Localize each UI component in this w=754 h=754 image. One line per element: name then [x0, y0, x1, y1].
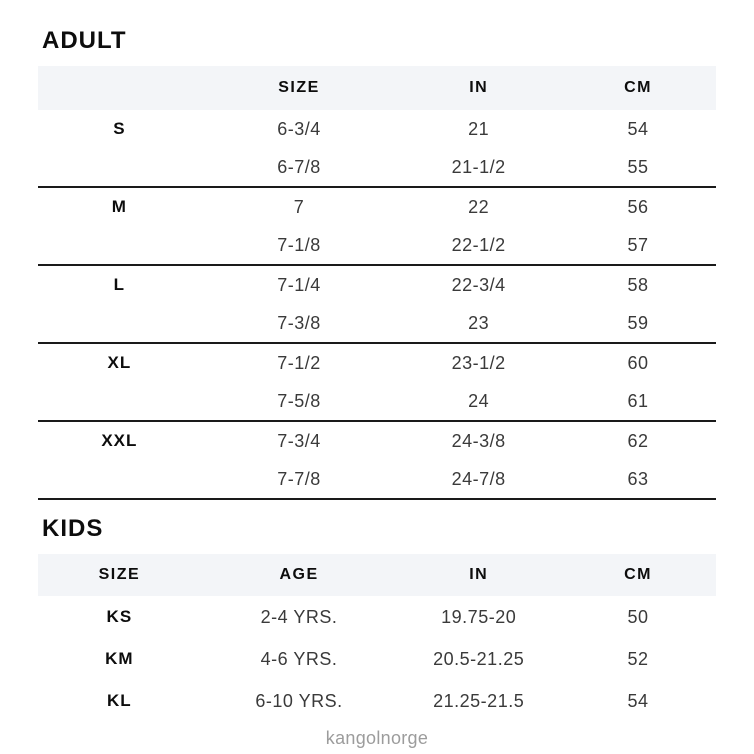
- size-label-cell: XL: [107, 353, 132, 372]
- adult-size-table: [38, 66, 716, 500]
- table-row: [38, 596, 716, 638]
- size-group: [38, 344, 716, 422]
- value-cell: 61: [627, 390, 649, 411]
- header-cell: IN: [469, 566, 489, 583]
- value-cell: 7: [293, 196, 305, 217]
- value-cell: 21-1/2: [451, 156, 506, 177]
- value-cell: 54: [627, 690, 649, 711]
- table-row: [38, 460, 716, 498]
- value-cell: 58: [627, 274, 649, 295]
- value-cell: 54: [627, 118, 649, 139]
- header-cell: AGE: [279, 566, 319, 583]
- value-cell: 56: [627, 196, 649, 217]
- table-row: [38, 638, 716, 680]
- size-group: [38, 188, 716, 266]
- value-cell: 7-3/4: [277, 430, 321, 451]
- table-row: [38, 382, 716, 420]
- size-label-cell: KS: [106, 607, 133, 626]
- value-cell: 7-1/2: [277, 352, 321, 373]
- value-cell: 7-7/8: [277, 468, 321, 489]
- value-cell: 7-5/8: [277, 390, 321, 411]
- size-group: [38, 266, 716, 344]
- value-cell: 60: [627, 352, 649, 373]
- value-cell: 52: [627, 648, 649, 669]
- table-row: [38, 266, 716, 304]
- table-row: [38, 422, 716, 460]
- table-header-row: [38, 554, 716, 596]
- adult-section-title: ADULT: [42, 27, 127, 54]
- value-cell: 6-3/4: [277, 118, 321, 139]
- value-cell: 24: [468, 390, 490, 411]
- value-cell: 22-1/2: [451, 234, 506, 255]
- value-cell: 7-1/4: [277, 274, 321, 295]
- value-cell: 23: [468, 312, 490, 333]
- size-label-cell: XXL: [101, 431, 138, 450]
- table-row: [38, 110, 716, 148]
- kids-size-table: [38, 554, 716, 722]
- value-cell: 62: [627, 430, 649, 451]
- size-label-cell: KM: [105, 649, 134, 668]
- table-row: [38, 344, 716, 382]
- value-cell: 22-3/4: [451, 274, 506, 295]
- value-cell: 24-3/8: [451, 430, 506, 451]
- table-row: [38, 226, 716, 264]
- value-cell: 57: [627, 234, 649, 255]
- table-header-row: [38, 66, 716, 110]
- header-cell: SIZE: [98, 566, 141, 583]
- value-cell: 6-10 YRS.: [255, 690, 343, 711]
- value-cell: 21: [468, 118, 490, 139]
- value-cell: 55: [627, 156, 649, 177]
- value-cell: 63: [627, 468, 649, 489]
- size-label-cell: KL: [107, 691, 132, 710]
- header-cell: CM: [624, 566, 652, 583]
- size-label-cell: S: [113, 119, 126, 138]
- value-cell: 4-6 YRS.: [260, 648, 338, 669]
- value-cell: 59: [627, 312, 649, 333]
- size-label-cell: M: [111, 197, 127, 216]
- value-cell: 20.5-21.25: [433, 648, 525, 669]
- size-label-cell: L: [113, 275, 126, 294]
- header-cell: CM: [624, 79, 652, 96]
- value-cell: 23-1/2: [451, 352, 506, 373]
- value-cell: 7-3/8: [277, 312, 321, 333]
- table-row: [38, 304, 716, 342]
- table-row: [38, 680, 716, 722]
- header-cell: IN: [469, 79, 489, 96]
- table-row: [38, 188, 716, 226]
- kids-section-title: KIDS: [42, 515, 104, 542]
- value-cell: 6-7/8: [277, 156, 321, 177]
- value-cell: 22: [468, 196, 490, 217]
- value-cell: 7-1/8: [277, 234, 321, 255]
- value-cell: 19.75-20: [441, 606, 517, 627]
- value-cell: 2-4 YRS.: [260, 606, 338, 627]
- header-cell: SIZE: [278, 79, 320, 96]
- footer-brand: kangolnorge: [325, 728, 429, 748]
- value-cell: 24-7/8: [451, 468, 506, 489]
- table-row: [38, 148, 716, 186]
- value-cell: 50: [627, 606, 649, 627]
- value-cell: 21.25-21.5: [433, 690, 525, 711]
- size-group: [38, 422, 716, 500]
- size-group: [38, 110, 716, 188]
